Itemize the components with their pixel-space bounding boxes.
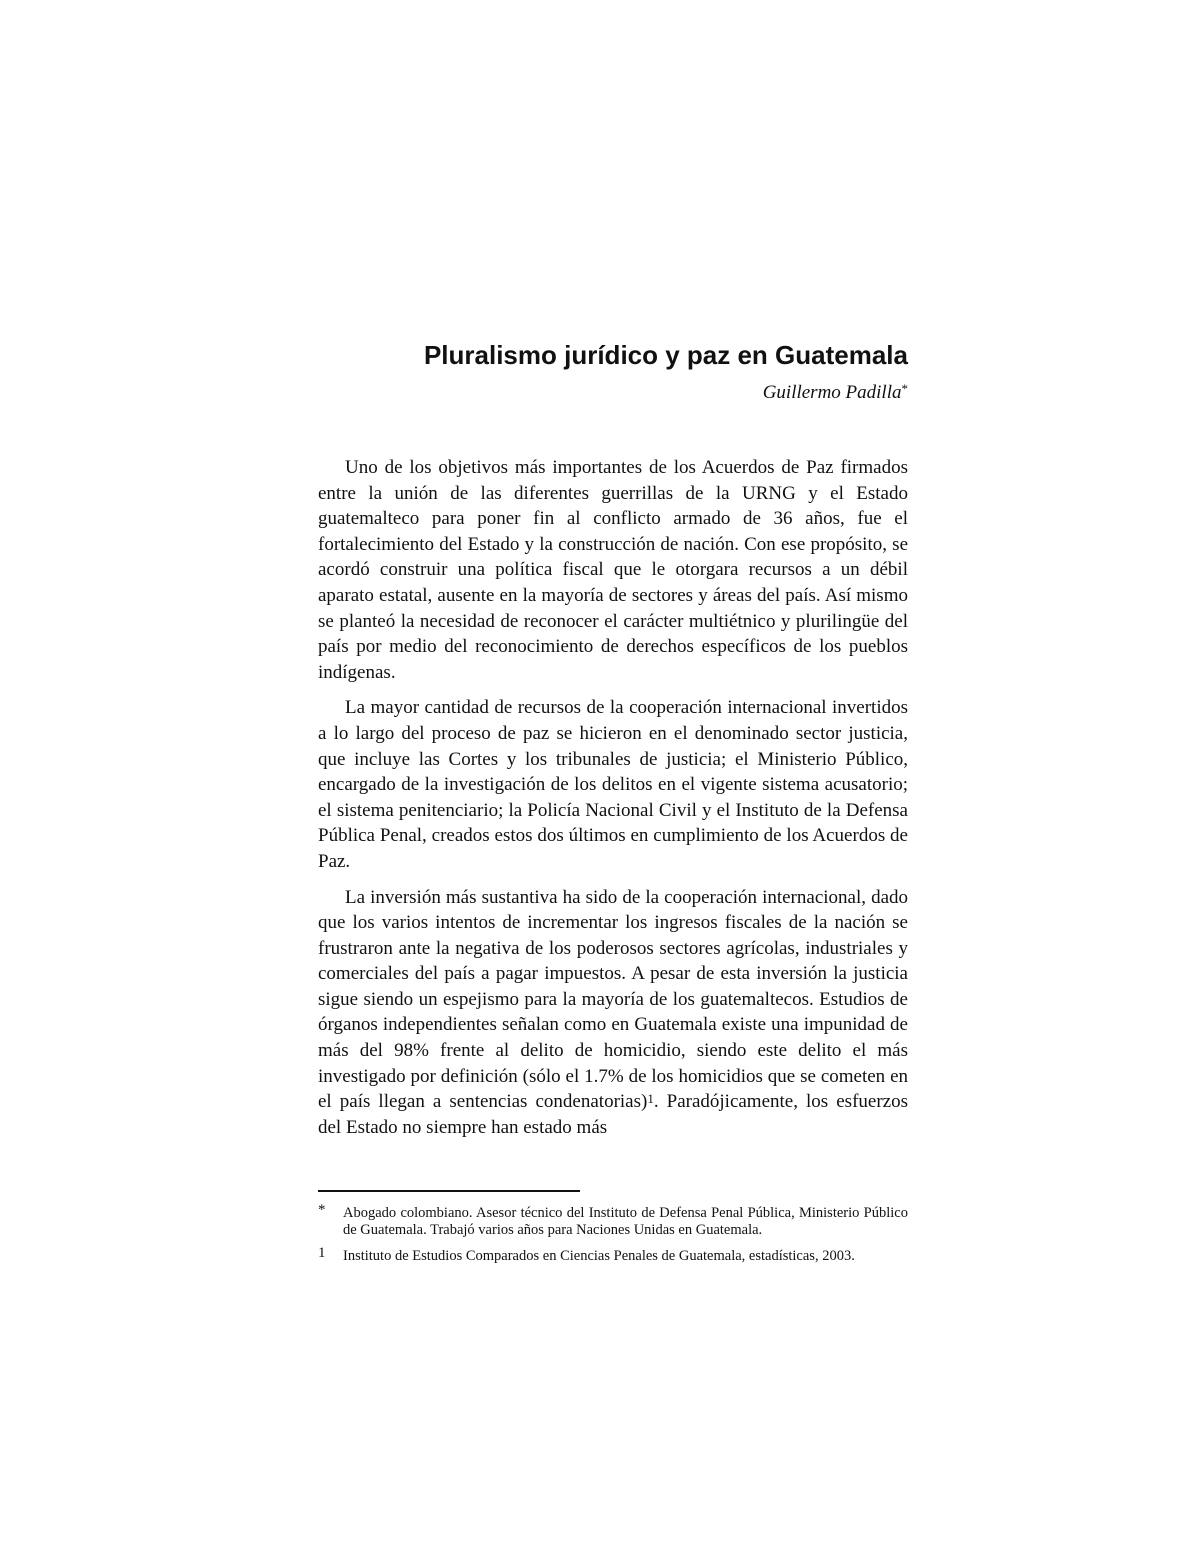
footnote-mark: * xyxy=(318,1202,326,1218)
article-body xyxy=(318,455,908,1150)
author-name: Guillermo Padilla xyxy=(762,382,902,403)
paragraph-3-continuation: . Paradójicamente, los esfuerzos del Estado no siempre han estado más xyxy=(318,1091,908,1138)
paragraph-3 xyxy=(318,885,908,1141)
paragraph-2: La mayor cantidad de recursos de la cooperación internacional invertidos a lo largo del proceso de paz se hicieron en el denominado sector justicia, que incluye las Cortes y los tribunales de justicia; el Ministerio Público, encargado de la investigación de los delitos en el vigente sistema acusatorio; el sistema penitenciario; la Policía Nacional Civil y el Instituto de la Defensa Pública Penal, creados estos dos últimos en cumplimiento de los Acuerdos de Paz. xyxy=(318,697,908,872)
paragraph-3-text: La inversión más sustantiva ha sido de la cooperación internacional, dado que los varios intentos de incrementar los ingresos fiscales de la nación se frustraron ante la negativa de los poderosos sectores agrícolas, industriales y comerciales del país a pagar impuestos. A pesar de esta inversión la justicia sigue siendo un espejismo para la mayoría de los guatemaltecos. Estudios de órganos independientes señalan como en Guatemala existe una impunidad de más del 98% frente al delito de homicidio, siendo este delito el más investigado por definición (sólo el 1.7% de los homicidios que se cometen en el país llegan a sentencias condenatorias) xyxy=(318,886,908,1113)
footnote-ref-1: 1 xyxy=(647,1091,654,1107)
footnotes xyxy=(318,1202,908,1274)
footnote-1 xyxy=(318,1245,908,1265)
footnote-author xyxy=(318,1202,908,1239)
article-title: Pluralismo jurídico y paz en Guatemala xyxy=(423,340,908,370)
footnote-text: Instituto de Estudios Comparados en Ciencias Penales de Guatemala, estadísticas, 2003. xyxy=(343,1248,855,1264)
footnote-mark: 1 xyxy=(318,1245,326,1261)
paragraph-1: Uno de los objetivos más importantes de los Acuerdos de Paz firmados entre la unión de las diferentes guerrillas de la URNG y el Estado guatemalteco para poner fin al conflicto armado de 36 años, fue el fortalecimiento del Estado y la construcción de nación. Con ese propósito, se acordó construir una política fiscal que le otorgara recursos a un débil aparato estatal, ausente en la mayoría de sectores y áreas del país. Así mismo se planteó la necesidad de reconocer el carácter multiétnico y plurilingüe del país por medio del reconocimiento de derechos específicos de los pueblos indígenas. xyxy=(318,457,908,683)
footnote-divider xyxy=(318,1190,580,1192)
article-author xyxy=(318,380,908,406)
footnote-text: Abogado colombiano. Asesor técnico del Instituto de Defensa Penal Pública, Ministerio Público de Guatemala. Trabajó varios años para Naciones Unidas en Guatemala. xyxy=(343,1205,908,1238)
author-footnote-mark: * xyxy=(901,381,908,396)
